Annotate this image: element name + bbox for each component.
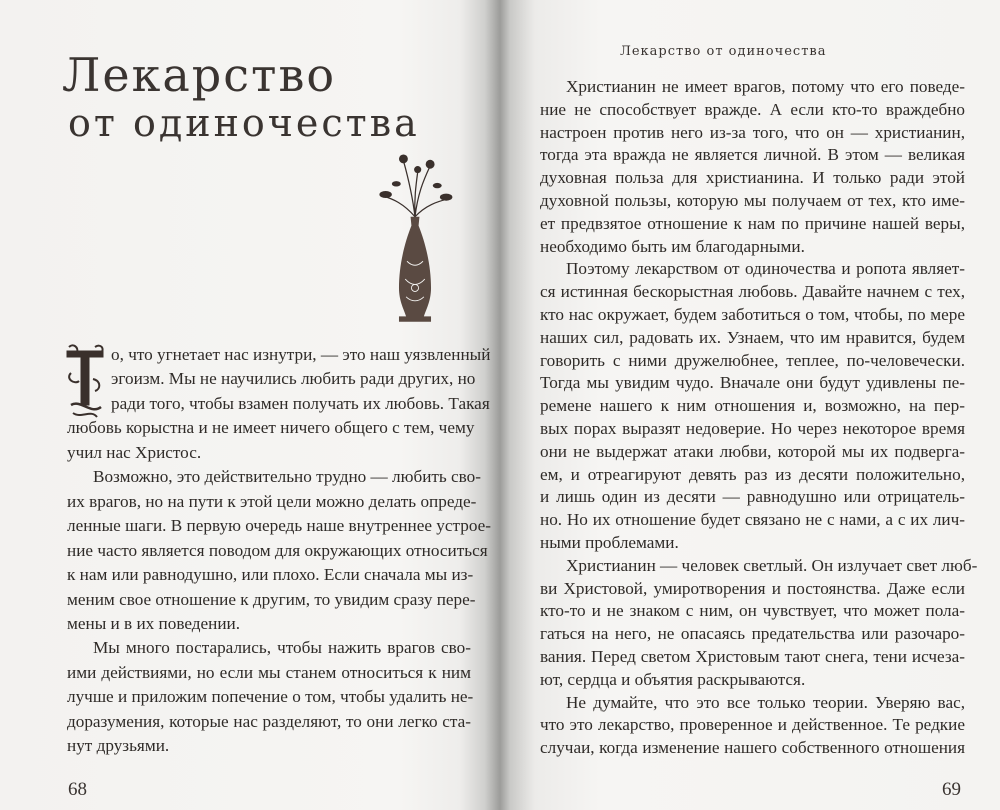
text-line: вания. Перед светом Христовым тают снега, тени исчеза-	[540, 647, 965, 666]
text-line: ради того, чтобы взамен получать их любовь. Такая	[111, 393, 490, 413]
ornamental-drop-cap	[63, 343, 107, 419]
text-line: что это лекарство, проверенное и действенное. Те редкие	[540, 715, 965, 735]
text-line: к нам или равнодушно, или плохо. Если сначала мы из-	[67, 565, 474, 585]
text-line: эгоизм. Мы не научились любить ради других, но	[111, 369, 476, 389]
text-line: духовная польза для христианина. И только ради этой	[540, 168, 965, 188]
text-line: тогда эта вражда не является личной. В этом — великая	[540, 145, 965, 165]
text-line: кто нас окружает, будем заботиться о том, чтобы, по мере	[540, 305, 965, 324]
text-line: ся истинная бескорыстная любовь. Давайте начнем с тех,	[540, 282, 965, 302]
text-line: ленные шаги. В первую очередь наше внутреннее устрое-	[67, 516, 491, 536]
text-line: Не думайте, что это все только теории. Уверяю вас,	[566, 692, 965, 712]
text-line: ют, сердца и объятия раскрываются.	[540, 669, 806, 689]
text-line: ими действиями, но если мы станем относиться к ним	[67, 662, 471, 682]
text-line: меним свое отношение к другим, то увидим сразу пере-	[67, 589, 476, 609]
text-line: ем, и отреагируют девять раз из десяти положительно,	[540, 464, 965, 484]
text-line: ви Христовой, умиротворения и постоянства. Даже если	[540, 578, 965, 598]
text-line: о, что угнетает нас изнутри, — это наш уязвленный	[111, 345, 491, 364]
flower-vase-illustration	[372, 150, 458, 328]
text-line: случаи, когда изменение нашего собственного отношения	[540, 738, 965, 758]
text-line: их врагов, но на пути к этой цели можно делать опреде-	[67, 491, 477, 511]
text-line: наших сил, радовать их. Узнаем, что им нравится, будем	[540, 327, 965, 347]
running-head: Лекарство от одиночества	[620, 44, 827, 59]
text-line: ет предвзятое отношение к нам по причине нашей веры,	[540, 213, 965, 233]
page-number-right: 69	[942, 779, 961, 800]
text-line: мены и в их поведении.	[67, 613, 241, 633]
text-line: учил нас Христос.	[67, 442, 202, 462]
text-line: ние часто является поводом для окружающих относиться	[67, 540, 488, 560]
text-line: необходимо быть им благодарными.	[540, 236, 805, 256]
text-line: ние не способствует вражде. А если кто-то враждебно	[540, 99, 965, 119]
text-line: духовной пользы, которую мы получаем от тех, кто име-	[540, 191, 965, 210]
chapter-title-line-1: Лекарство	[62, 48, 337, 102]
text-line: говорить с ними дружелюбнее, теплее, по-человечески.	[540, 350, 965, 370]
page-number-left: 68	[68, 779, 87, 800]
text-line: Христианин не имеет врагов, потому что его поведе-	[566, 77, 965, 96]
text-line: вых порах выразят недоверие. Но через некоторое время	[540, 419, 965, 438]
text-line: любовь корыстна и не имеет ничего общего с тем, чему	[67, 418, 475, 438]
chapter-title-line-2: от одиночества	[68, 101, 420, 145]
text-line: гаться на него, не опасаясь предательства или разочаро-	[540, 624, 965, 644]
text-line: ремене нашего к ним отношения и, возможно, на пер-	[540, 396, 965, 416]
text-line: кто-то и не знаком с ним, он чувствует, что может пола-	[540, 601, 965, 621]
text-line: Поэтому лекарством от одиночества и ропота являет-	[566, 259, 965, 279]
text-line: доразумения, которые нас разделяют, то они легко ста-	[67, 711, 471, 731]
text-line: нут друзьями.	[67, 736, 170, 756]
text-line: лучше и приложим попечение о том, чтобы удалить не-	[67, 687, 474, 707]
text-line: ными проблемами.	[540, 533, 679, 552]
text-line: и лишь один из десяти — равнодушно или отрицатель-	[540, 487, 965, 507]
text-line: они не выдержат атаки любви, которой мы их подверга-	[540, 441, 965, 461]
text-line: Возможно, это действительно трудно — любить сво-	[93, 467, 481, 487]
text-line: Тогда мы увидим чудо. Вначале они будут удивлены пе-	[540, 373, 965, 393]
text-line: настроен против него из-за того, что он — христианин,	[540, 122, 965, 142]
text-line: но. Но их отношение будет связано не с нами, а с их лич-	[540, 510, 965, 530]
text-line: Христианин — человек светлый. Он излучает свет люб-	[566, 555, 978, 575]
text-line: Мы много постарались, чтобы нажить врагов сво-	[93, 638, 471, 658]
